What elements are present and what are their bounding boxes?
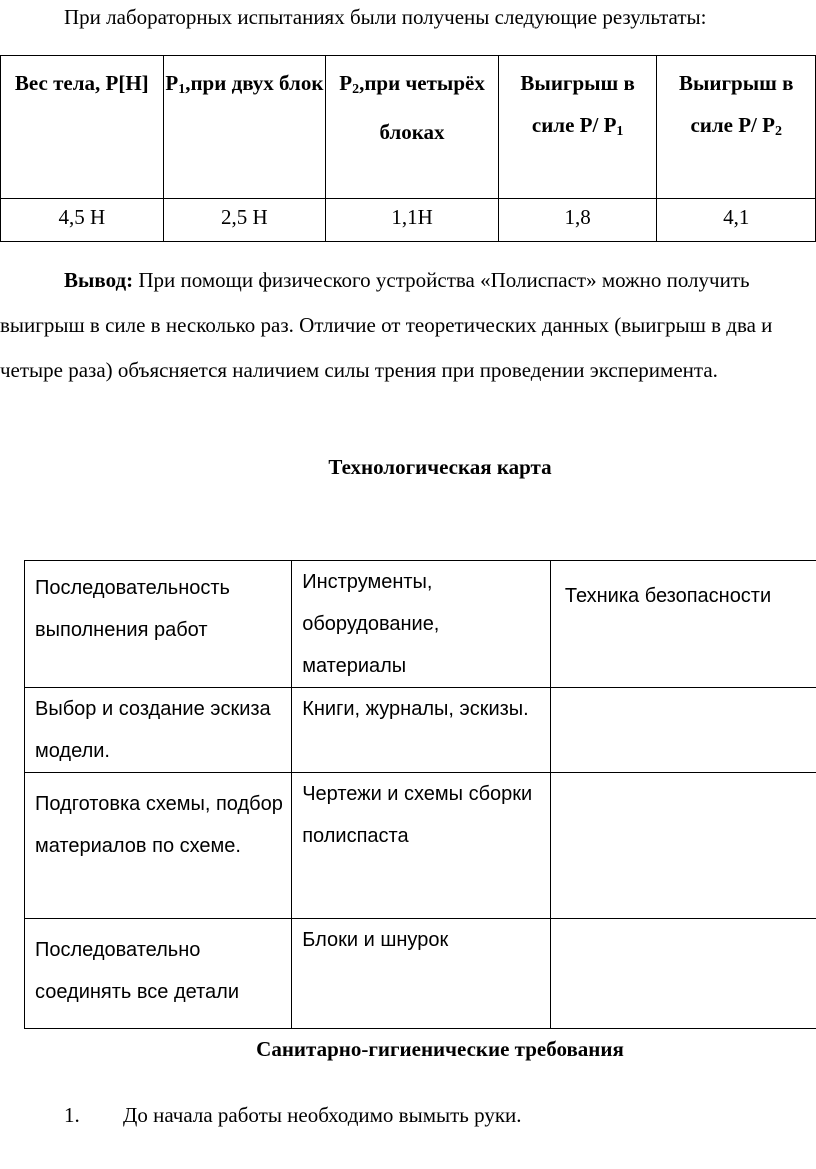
sanitary-list [64, 1097, 522, 1133]
value-p1: 2,5 Н [163, 199, 326, 242]
tech-row2-tools: Чертежи и схемы сборки полиспаста [292, 773, 551, 919]
header-p2-four-blocks: $Р_2,при$ четырёх блоках [326, 56, 499, 199]
tech-row1-safety [550, 688, 816, 773]
results-data-row [1, 199, 816, 242]
list-item [64, 1097, 522, 1133]
value-body-weight: 4,5 Н [1, 199, 164, 242]
list-item-number: 1. [64, 1103, 80, 1127]
tech-row1-step: Выбор и создание эскиза модели. [25, 688, 292, 773]
tech-map-row [25, 919, 816, 1029]
tech-row3-safety [550, 919, 816, 1029]
tech-map-row [25, 688, 816, 773]
intro-text: При лабораторных испытаниях были получены следующие результаты: [64, 5, 707, 29]
header-p1-two-blocks: $Р_1,при$ двух блок [163, 56, 326, 199]
tech-header-sequence: Последовательность выполнения работ [25, 561, 292, 688]
tech-map-header-row [25, 561, 816, 688]
list-item-text: До начала работы необходимо вымыть руки. [123, 1103, 522, 1127]
header-body-weight: Вес тела, Р[Н] [1, 56, 164, 199]
conclusion-paragraph [0, 258, 816, 393]
tech-row1-tools: Книги, журналы, эскизы. [292, 688, 551, 773]
tech-row2-step: Подготовка схемы, подбор материалов по схеме. [25, 773, 292, 919]
tech-map-title: Технологическая карта [328, 455, 552, 479]
sanitary-title: Санитарно-гигиенические требования [256, 1037, 624, 1061]
value-p2: 1,1Н [326, 199, 499, 242]
value-gain-p2: 4,1 [657, 199, 816, 242]
tech-map-row [25, 773, 816, 919]
results-table [0, 55, 816, 242]
tech-row3-step: Последовательно соединять все детали [25, 919, 292, 1029]
header-gain-p2: Выигрыш в силе Р/ $Р_2$ [657, 56, 816, 199]
value-gain-p1: 1,8 [498, 199, 657, 242]
results-header-row [1, 56, 816, 199]
tech-row3-tools: Блоки и шнурок [292, 919, 551, 1029]
header-gain-p1: Выигрыш в силе Р/ $Р_1$ [498, 56, 657, 199]
tech-header-tools: Инструменты, оборудование, материалы [292, 561, 551, 688]
tech-map-table [24, 560, 816, 1029]
tech-header-safety: Техника безопасности [550, 561, 816, 688]
tech-row2-safety [550, 773, 816, 919]
conclusion-text: При помощи физического устройства «Полиспаст» можно получить выигрыш в силе в несколько раз. Отличие от теоретических данных (выигрыш в два и четыре раза) объясняется наличием силы трения при проведении эксперимента. [0, 268, 773, 382]
conclusion-label: Вывод: [64, 268, 134, 292]
